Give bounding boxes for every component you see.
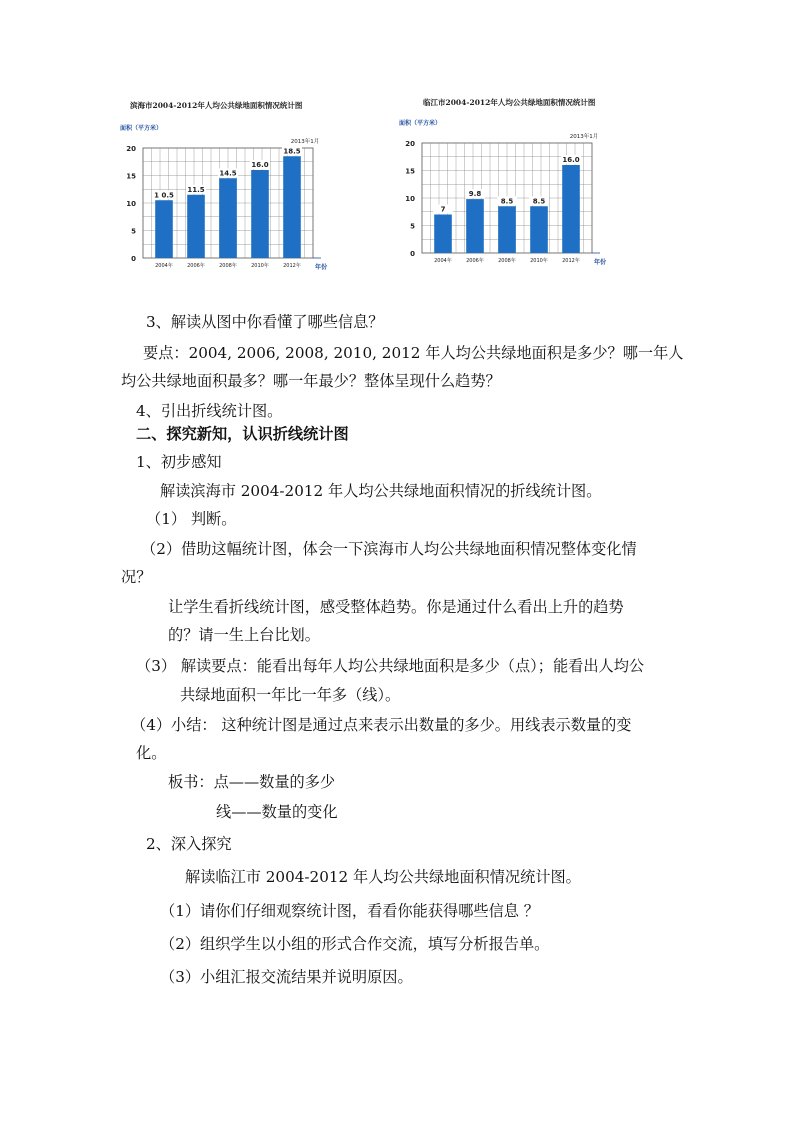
- blackboard-line2: 线——数量的变化: [216, 803, 338, 821]
- y-tick-label: 5: [131, 227, 136, 236]
- step-1: （1） 判断。: [146, 510, 237, 528]
- bar-value-label: 7: [440, 205, 446, 214]
- bar-value-label: 18.5: [283, 147, 301, 156]
- item-4: 4、引出折线统计图。: [136, 402, 283, 420]
- key-points-line1: 要点：2004, 2006, 2008, 2010, 2012 年人均公共绿地面积是多少？哪一年人: [143, 344, 684, 362]
- chart1-title: 滨海市2004-2012年人均公共绿地面积情况统计图: [130, 101, 303, 110]
- bar: [283, 156, 301, 258]
- bar: [434, 215, 452, 254]
- bar-value-label: 8.5: [500, 197, 514, 206]
- bar-value-label: 16.0: [251, 161, 269, 169]
- bar: [530, 206, 548, 253]
- chart-note: 2013年1月: [569, 134, 599, 140]
- para-2-line2: 的？请一生上台比划。: [168, 626, 320, 644]
- item-3: 3、解读从图中你看懂了哪些信息？: [146, 313, 384, 331]
- y-tick-label: 20: [126, 145, 136, 153]
- chart-note: 2013年1月: [290, 139, 320, 145]
- x-tick-label: 2012年: [283, 263, 301, 269]
- step-4-line2: 化。: [136, 744, 167, 762]
- y-axis-label: 面积（平方米）: [399, 120, 442, 127]
- y-tick-label: 15: [126, 172, 136, 181]
- step-3-line2: 共绿地面积一年比一年多（线）。: [180, 686, 401, 704]
- step-4-line1: （4）小结： 这种统计图是通过点来表示出数量的多少。用线表示数量的变: [131, 716, 632, 734]
- chart-binhai-svg: [118, 118, 333, 273]
- x-tick-label: 2012年: [562, 258, 580, 264]
- bar-value-label: 1 0.5: [154, 191, 174, 200]
- bar: [187, 195, 205, 258]
- bar: [251, 170, 269, 258]
- chart-linjiang: [397, 113, 612, 268]
- x-tick-label: 2008年: [219, 263, 237, 269]
- x-axis-label: 年份: [315, 264, 328, 271]
- subheading-1: 1、初步感知: [136, 453, 222, 471]
- bar-value-label: 8.5: [532, 197, 546, 206]
- x-tick-label: 2010年: [530, 258, 548, 264]
- y-tick-label: 20: [405, 140, 415, 148]
- para-3: 解读临江市 2004-2012 年人均公共绿地面积情况统计图。: [185, 868, 581, 886]
- step-5: （1）请你们仔细观察统计图，看看你能获得哪些信息 ？: [160, 902, 539, 920]
- bar-value-label: 16.0: [562, 156, 580, 164]
- x-tick-label: 2010年: [251, 263, 269, 269]
- step-6: （2）组织学生以小组的形式合作交流，填写分析报告单。: [160, 935, 550, 953]
- bar: [219, 178, 237, 258]
- bar-value-label: 11.5: [187, 185, 205, 194]
- y-tick-label: 0: [410, 250, 415, 258]
- para-2-line1: 让学生看折线统计图，感受整体趋势。你是通过什么看出上升的趋势: [168, 598, 624, 616]
- step-2-line2: 况？: [121, 568, 152, 586]
- x-tick-label: 2006年: [187, 263, 205, 269]
- step-7: （3）小组汇报交流结果并说明原因。: [160, 968, 413, 986]
- x-tick-label: 2008年: [498, 258, 516, 264]
- bar: [562, 165, 580, 253]
- step-3-line1: （3） 解读要点：能看出每年人均公共绿地面积是多少（点）；能看出人均公: [136, 657, 645, 675]
- y-axis-label: 面积（平方米）: [120, 125, 163, 132]
- blackboard-line1: 板书：点——数量的多少: [168, 773, 336, 791]
- chart-binhai: [118, 118, 333, 273]
- y-tick-label: 0: [131, 255, 136, 263]
- y-tick-label: 10: [405, 195, 415, 203]
- bar: [498, 206, 516, 253]
- x-tick-label: 2004年: [434, 258, 452, 264]
- x-tick-label: 2006年: [466, 258, 484, 264]
- bar: [155, 200, 173, 258]
- chart-linjiang-svg: [397, 113, 612, 268]
- key-points-line2: 均公共绿地面积最多？哪一年最少？整体呈现什么趋势？: [121, 372, 501, 390]
- y-tick-label: 10: [126, 200, 136, 208]
- chart2-title: 临江市2004-2012年人均公共绿地面积情况统计图: [423, 98, 596, 107]
- bar-value-label: 14.5: [219, 169, 237, 178]
- x-axis-label: 年份: [594, 259, 607, 266]
- section-heading-2: 二、探究新知，认识折线统计图: [136, 425, 349, 443]
- bar-value-label: 9.8: [468, 190, 482, 199]
- bar: [466, 199, 484, 253]
- subheading-2: 2、深入探究: [146, 835, 232, 853]
- x-tick-label: 2004年: [155, 263, 173, 269]
- y-tick-label: 15: [405, 167, 415, 176]
- para-1: 解读滨海市 2004-2012 年人均公共绿地面积情况的折线统计图。: [160, 482, 602, 500]
- y-tick-label: 5: [410, 222, 415, 231]
- step-2-line1: （2）借助这幅统计图，体会一下滨海市人均公共绿地面积情况整体变化情: [141, 540, 637, 558]
